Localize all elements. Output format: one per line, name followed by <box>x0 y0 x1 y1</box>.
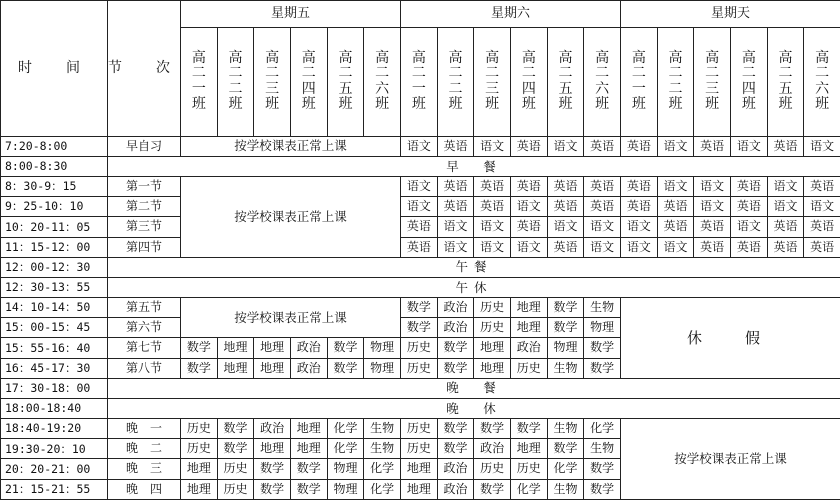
subject-cell: 语文 <box>510 197 547 217</box>
class-header-char: 五 <box>778 80 793 97</box>
subject-cell: 数学 <box>510 419 547 439</box>
subject-cell: 英语 <box>621 197 658 217</box>
period-cell: 晚 四 <box>108 479 181 499</box>
class-header-char: 二 <box>668 80 683 97</box>
subject-cell: 历史 <box>217 459 254 479</box>
subject-cell: 语文 <box>767 177 804 197</box>
subject-cell: 数学 <box>217 419 254 439</box>
class-header-char: 一 <box>191 80 206 97</box>
class-header-cell <box>401 27 438 136</box>
subject-cell: 化学 <box>327 439 364 459</box>
subject-cell: 英语 <box>694 237 731 257</box>
subject-cell: 数学 <box>584 479 621 499</box>
subject-cell: 语文 <box>804 197 840 217</box>
subject-cell: 地理 <box>254 439 291 459</box>
class-header-char: 班 <box>338 96 353 113</box>
class-header-char: 高 <box>778 50 793 66</box>
class-header-char: 高 <box>521 50 536 66</box>
break-label: 午休 <box>108 277 840 297</box>
subject-cell: 数学 <box>401 318 438 338</box>
subject-cell: 数学 <box>584 459 621 479</box>
subject-cell: 英语 <box>510 136 547 156</box>
subject-cell: 英语 <box>767 136 804 156</box>
subject-cell: 地理 <box>254 338 291 358</box>
class-header-char: 班 <box>485 96 500 113</box>
subject-cell: 化学 <box>364 479 401 499</box>
class-header-char: 六 <box>595 80 610 97</box>
period-cell: 第四节 <box>108 237 181 257</box>
class-header-char: 班 <box>191 96 206 113</box>
subject-cell: 地理 <box>254 358 291 378</box>
class-header-char: 二 <box>741 65 756 82</box>
class-header-char: 一 <box>411 80 426 97</box>
subject-cell: 英语 <box>731 177 768 197</box>
class-header-char: 五 <box>558 80 573 97</box>
class-header-char: 二 <box>448 80 463 97</box>
subject-cell: 数学 <box>290 459 327 479</box>
subject-cell: 生物 <box>584 298 621 318</box>
class-header-char: 二 <box>228 65 243 82</box>
class-header-char: 高 <box>375 50 390 66</box>
subject-cell: 语文 <box>731 217 768 237</box>
class-header-char: 班 <box>521 96 536 113</box>
class-header-char: 二 <box>778 65 793 82</box>
subject-cell: 历史 <box>474 459 511 479</box>
subject-cell: 英语 <box>584 177 621 197</box>
subject-cell: 政治 <box>474 439 511 459</box>
period-cell: 第七节 <box>108 338 181 358</box>
subject-cell: 英语 <box>547 197 584 217</box>
class-header-cell <box>290 27 327 136</box>
class-header-char: 四 <box>741 80 756 97</box>
subject-cell: 语文 <box>474 217 511 237</box>
class-header-char: 高 <box>741 50 756 66</box>
subject-cell: 英语 <box>437 197 474 217</box>
subject-cell: 语文 <box>437 237 474 257</box>
class-header-char: 二 <box>521 65 536 82</box>
subject-cell: 英语 <box>731 237 768 257</box>
subject-cell: 历史 <box>474 318 511 338</box>
subject-cell: 语文 <box>584 237 621 257</box>
subject-cell: 地理 <box>401 479 438 499</box>
normal-class-note: 按学校课表正常上课 <box>181 177 401 258</box>
subject-cell: 语文 <box>694 177 731 197</box>
class-header-char: 二 <box>815 65 830 82</box>
subject-cell: 物理 <box>547 338 584 358</box>
subject-cell: 历史 <box>510 459 547 479</box>
subject-cell: 历史 <box>401 358 438 378</box>
subject-cell: 语文 <box>474 136 511 156</box>
class-header-cell <box>547 27 584 136</box>
time-cell: 9：25-10：10 <box>1 197 108 217</box>
subject-cell: 数学 <box>547 298 584 318</box>
subject-cell: 政治 <box>290 338 327 358</box>
time-cell: 20：20-21：00 <box>1 459 108 479</box>
period-cell: 第三节 <box>108 217 181 237</box>
subject-cell: 化学 <box>510 479 547 499</box>
subject-cell: 数学 <box>217 439 254 459</box>
class-header-char: 二 <box>595 65 610 82</box>
subject-cell: 语文 <box>621 217 658 237</box>
period-cell: 第五节 <box>108 298 181 318</box>
period-column-header: 节 次 <box>108 1 181 137</box>
class-header-cell <box>254 27 291 136</box>
subject-cell: 数学 <box>474 419 511 439</box>
subject-cell: 地理 <box>510 298 547 318</box>
subject-cell: 生物 <box>584 439 621 459</box>
class-header-char: 三 <box>485 80 500 97</box>
time-cell: 15：00-15：45 <box>1 318 108 338</box>
class-header-char: 班 <box>705 96 720 113</box>
subject-cell: 英语 <box>401 217 438 237</box>
class-header-char: 高 <box>595 50 610 66</box>
break-label: 午餐 <box>108 257 840 277</box>
class-header-char: 班 <box>668 96 683 113</box>
class-header-char: 二 <box>448 65 463 82</box>
subject-cell: 语文 <box>657 237 694 257</box>
period-cell: 晚 一 <box>108 419 181 439</box>
class-header-char: 二 <box>375 65 390 82</box>
subject-cell: 数学 <box>401 298 438 318</box>
time-cell: 21：15-21：55 <box>1 479 108 499</box>
subject-cell: 数学 <box>254 459 291 479</box>
subject-cell: 英语 <box>804 237 840 257</box>
time-cell: 18:40-19:20 <box>1 419 108 439</box>
time-cell: 15：55-16：40 <box>1 338 108 358</box>
class-header-cell <box>694 27 731 136</box>
normal-class-note: 按学校课表正常上课 <box>621 419 840 500</box>
period-cell: 早自习 <box>108 136 181 156</box>
class-header-char: 二 <box>558 65 573 82</box>
subject-cell: 历史 <box>181 439 218 459</box>
subject-cell: 语文 <box>731 136 768 156</box>
subject-cell: 物理 <box>364 358 401 378</box>
subject-cell: 化学 <box>364 459 401 479</box>
subject-cell: 语文 <box>804 136 840 156</box>
period-cell: 第二节 <box>108 197 181 217</box>
subject-cell: 地理 <box>181 479 218 499</box>
time-cell: 7:20-8:00 <box>1 136 108 156</box>
subject-cell: 历史 <box>401 419 438 439</box>
subject-cell: 物理 <box>327 479 364 499</box>
subject-cell: 地理 <box>290 419 327 439</box>
class-header-cell <box>621 27 658 136</box>
subject-cell: 数学 <box>254 479 291 499</box>
subject-cell: 语文 <box>621 237 658 257</box>
subject-cell: 数学 <box>437 358 474 378</box>
time-cell: 16：45-17：30 <box>1 358 108 378</box>
subject-cell: 政治 <box>437 298 474 318</box>
class-header-char: 高 <box>558 50 573 66</box>
time-cell: 12：00-12：30 <box>1 257 108 277</box>
subject-cell: 数学 <box>437 439 474 459</box>
subject-cell: 历史 <box>510 358 547 378</box>
day-header-sunday: 星期天 <box>621 1 840 28</box>
subject-cell: 语文 <box>437 217 474 237</box>
class-header-cell <box>181 27 218 136</box>
class-header-char: 高 <box>191 50 206 66</box>
subject-cell: 数学 <box>584 358 621 378</box>
subject-cell: 地理 <box>217 358 254 378</box>
subject-cell: 数学 <box>437 338 474 358</box>
class-header-char: 高 <box>411 50 426 66</box>
day-header-saturday: 星期六 <box>401 1 621 28</box>
subject-cell: 英语 <box>510 177 547 197</box>
class-header-char: 高 <box>265 50 280 66</box>
class-header-char: 班 <box>228 96 243 113</box>
class-header-char: 高 <box>705 50 720 66</box>
class-header-char: 高 <box>301 50 316 66</box>
break-label: 晚 餐 <box>108 378 840 398</box>
subject-cell: 英语 <box>474 177 511 197</box>
subject-cell: 英语 <box>767 217 804 237</box>
subject-cell: 数学 <box>327 358 364 378</box>
time-cell: 12：30-13：55 <box>1 277 108 297</box>
subject-cell: 地理 <box>510 318 547 338</box>
subject-cell: 语文 <box>401 177 438 197</box>
subject-cell: 语文 <box>474 237 511 257</box>
class-header-char: 二 <box>228 80 243 97</box>
subject-cell: 历史 <box>401 338 438 358</box>
normal-class-note: 按学校课表正常上课 <box>181 298 401 338</box>
period-cell: 第八节 <box>108 358 181 378</box>
class-header-cell <box>364 27 401 136</box>
day-header-friday: 星期五 <box>181 1 401 28</box>
subject-cell: 英语 <box>474 197 511 217</box>
subject-cell: 政治 <box>437 459 474 479</box>
class-header-cell <box>657 27 694 136</box>
class-header-char: 班 <box>778 96 793 113</box>
subject-cell: 地理 <box>474 358 511 378</box>
subject-cell: 语文 <box>657 136 694 156</box>
class-header-char: 班 <box>375 96 390 113</box>
class-header-char: 三 <box>705 80 720 97</box>
time-cell: 17：30-18：00 <box>1 378 108 398</box>
subject-cell: 生物 <box>364 419 401 439</box>
subject-cell: 语文 <box>510 237 547 257</box>
subject-cell: 英语 <box>694 136 731 156</box>
class-header-char: 二 <box>265 65 280 82</box>
subject-cell: 生物 <box>364 439 401 459</box>
class-header-char: 高 <box>631 50 646 66</box>
subject-cell: 英语 <box>657 217 694 237</box>
holiday-note: 休 假 <box>621 298 840 379</box>
subject-cell: 生物 <box>547 419 584 439</box>
subject-cell: 英语 <box>584 136 621 156</box>
class-header-char: 六 <box>815 80 830 97</box>
normal-class-note: 按学校课表正常上课 <box>181 136 401 156</box>
period-cell: 第一节 <box>108 177 181 197</box>
subject-cell: 物理 <box>364 338 401 358</box>
class-header-char: 高 <box>448 50 463 66</box>
subject-cell: 数学 <box>584 338 621 358</box>
subject-cell: 英语 <box>767 237 804 257</box>
subject-cell: 地理 <box>181 459 218 479</box>
subject-cell: 政治 <box>290 358 327 378</box>
subject-cell: 地理 <box>290 439 327 459</box>
break-label: 晚 休 <box>108 398 840 418</box>
subject-cell: 地理 <box>217 338 254 358</box>
subject-cell: 英语 <box>437 177 474 197</box>
class-header-char: 二 <box>668 65 683 82</box>
subject-cell: 物理 <box>327 459 364 479</box>
class-header-char: 二 <box>705 65 720 82</box>
subject-cell: 政治 <box>437 479 474 499</box>
subject-cell: 英语 <box>547 237 584 257</box>
subject-cell: 英语 <box>657 197 694 217</box>
class-header-char: 二 <box>631 65 646 82</box>
period-cell: 晚 二 <box>108 439 181 459</box>
class-header-char: 班 <box>631 96 646 113</box>
subject-cell: 数学 <box>547 439 584 459</box>
class-header-char: 一 <box>631 80 646 97</box>
subject-cell: 数学 <box>437 419 474 439</box>
subject-cell: 数学 <box>327 338 364 358</box>
class-header-cell <box>217 27 254 136</box>
break-label: 早 餐 <box>108 156 840 176</box>
subject-cell: 英语 <box>401 237 438 257</box>
subject-cell: 语文 <box>547 136 584 156</box>
subject-cell: 英语 <box>621 177 658 197</box>
subject-cell: 化学 <box>547 459 584 479</box>
class-header-char: 二 <box>301 65 316 82</box>
subject-cell: 语文 <box>767 197 804 217</box>
subject-cell: 英语 <box>621 136 658 156</box>
subject-cell: 地理 <box>401 459 438 479</box>
class-header-char: 五 <box>338 80 353 97</box>
class-header-cell <box>510 27 547 136</box>
subject-cell: 地理 <box>510 439 547 459</box>
subject-cell: 语文 <box>401 136 438 156</box>
time-cell: 11：15-12：00 <box>1 237 108 257</box>
subject-cell: 语文 <box>547 217 584 237</box>
subject-cell: 化学 <box>584 419 621 439</box>
subject-cell: 数学 <box>181 358 218 378</box>
class-header-char: 高 <box>668 50 683 66</box>
class-header-char: 班 <box>595 96 610 113</box>
time-cell: 8:00-8:30 <box>1 156 108 176</box>
subject-cell: 英语 <box>731 197 768 217</box>
subject-cell: 英语 <box>694 217 731 237</box>
subject-cell: 历史 <box>474 298 511 318</box>
subject-cell: 历史 <box>217 479 254 499</box>
time-cell: 14：10-14：50 <box>1 298 108 318</box>
class-header-char: 高 <box>815 50 830 66</box>
class-header-char: 三 <box>265 80 280 97</box>
class-header-cell <box>731 27 768 136</box>
class-header-cell <box>437 27 474 136</box>
subject-cell: 化学 <box>327 419 364 439</box>
time-cell: 19:30-20：10 <box>1 439 108 459</box>
period-cell: 晚 三 <box>108 459 181 479</box>
class-header-char: 班 <box>815 96 830 113</box>
subject-cell: 物理 <box>584 318 621 338</box>
class-header-char: 高 <box>228 50 243 66</box>
time-cell: 18:00-18:40 <box>1 398 108 418</box>
subject-cell: 政治 <box>510 338 547 358</box>
time-cell: 8：30-9：15 <box>1 177 108 197</box>
class-header-char: 六 <box>375 80 390 97</box>
subject-cell: 英语 <box>547 177 584 197</box>
class-header-cell <box>767 27 804 136</box>
class-header-char: 二 <box>485 65 500 82</box>
class-header-cell <box>804 27 840 136</box>
class-header-char: 班 <box>301 96 316 113</box>
subject-cell: 数学 <box>181 338 218 358</box>
class-header-char: 二 <box>411 65 426 82</box>
subject-cell: 政治 <box>437 318 474 338</box>
subject-cell: 数学 <box>474 479 511 499</box>
subject-cell: 历史 <box>181 419 218 439</box>
subject-cell: 数学 <box>547 318 584 338</box>
subject-cell: 英语 <box>584 197 621 217</box>
subject-cell: 语文 <box>694 197 731 217</box>
class-header-cell <box>584 27 621 136</box>
subject-cell: 英语 <box>510 217 547 237</box>
class-header-char: 四 <box>301 80 316 97</box>
class-header-char: 班 <box>741 96 756 113</box>
subject-cell: 地理 <box>474 338 511 358</box>
class-header-char: 班 <box>558 96 573 113</box>
subject-cell: 英语 <box>804 177 840 197</box>
subject-cell: 历史 <box>401 439 438 459</box>
time-cell: 10：20-11：05 <box>1 217 108 237</box>
class-header-char: 班 <box>265 96 280 113</box>
subject-cell: 政治 <box>254 419 291 439</box>
subject-cell: 语文 <box>401 197 438 217</box>
subject-cell: 语文 <box>657 177 694 197</box>
class-header-cell <box>474 27 511 136</box>
class-header-char: 二 <box>338 65 353 82</box>
subject-cell: 英语 <box>804 217 840 237</box>
period-cell: 第六节 <box>108 318 181 338</box>
subject-cell: 语文 <box>584 217 621 237</box>
class-header-char: 班 <box>448 96 463 113</box>
subject-cell: 生物 <box>547 358 584 378</box>
subject-cell: 英语 <box>437 136 474 156</box>
class-header-char: 班 <box>411 96 426 113</box>
class-header-char: 四 <box>521 80 536 97</box>
class-header-cell <box>327 27 364 136</box>
subject-cell: 生物 <box>547 479 584 499</box>
subject-cell: 数学 <box>290 479 327 499</box>
class-header-char: 高 <box>338 50 353 66</box>
time-column-header: 时 间 <box>1 1 108 137</box>
class-header-char: 二 <box>191 65 206 82</box>
class-header-char: 高 <box>485 50 500 66</box>
